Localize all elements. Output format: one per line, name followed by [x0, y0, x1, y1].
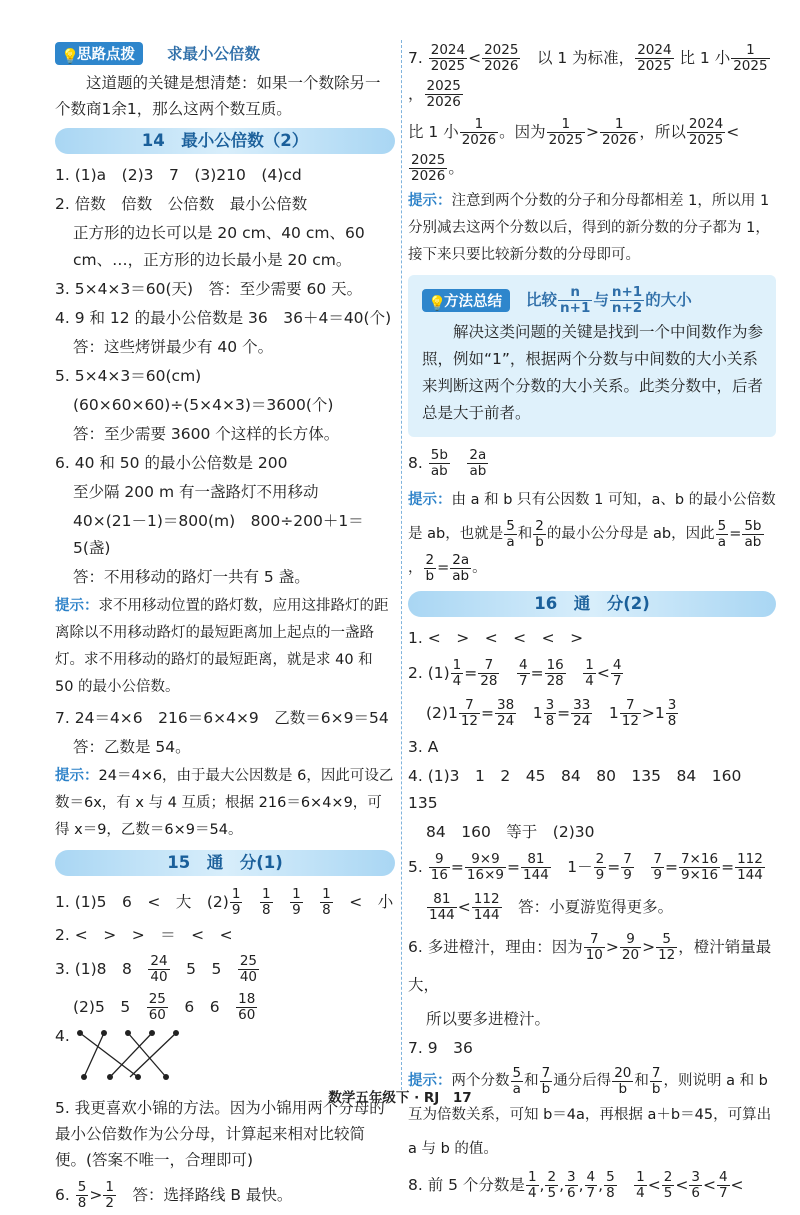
fraction: $\frac{2024}{2025}$ — [637, 42, 672, 74]
fraction: $\frac{2024}{2025}$ — [688, 116, 724, 148]
method-title-a: 比较 — [526, 290, 558, 309]
fraction: $\frac{9\times 9}{16\times 9}$ — [466, 851, 505, 883]
method-title — [526, 285, 692, 316]
left-column — [55, 40, 395, 1215]
fraction: $\frac{n}{n+1}$ — [560, 283, 591, 316]
q7r-tip-c: ，则说明 a 和 b 互为倍数关系，可知 b＝4a，再根据 a＋b＝45，可算出 a 与 b 的值。 — [408, 1073, 772, 1157]
q14-6a: 6. 40 和 50 的最小公倍数是 200 — [55, 454, 288, 472]
fraction: $\frac{1}{2026}$ — [601, 116, 637, 148]
q8-tip-a: 由 a 和 b 只有公因数 1 可知，a、b 的最小公倍数是 ab，也就是 — [408, 492, 776, 542]
fraction: $\frac{2}{9}$ — [595, 851, 605, 883]
q15-6: 6. $\frac{5}{8}$ > $\frac{1}{2}$ 答：选择路线 B 最快。 — [55, 1179, 293, 1211]
q8-tip-b: 的最小公分母是 ab，因此 — [546, 526, 715, 542]
q14-5b: (60×60×60)÷(5×4×3)＝3600(个) — [73, 396, 334, 414]
q5-answer: 答：小夏游览得更多。 — [518, 898, 674, 916]
fraction: $\frac{2}{5}$ — [663, 1169, 673, 1201]
fraction: $\frac{4}{7}$ — [718, 1169, 728, 1201]
tip-label: 提示： — [55, 598, 99, 614]
q7-prefix: 7. — [408, 49, 423, 67]
q14-7b: 答：乙数是 54。 — [73, 738, 191, 756]
r-q7-line1: 7. $\frac{2024}{2025}$ < $\frac{2025}{2026}$ 以 1 为标准， $\frac{2024}{2025}$ 比 1 小 $\frac{1}{2025}$ ， $\frac{2025}{2026}$ — [408, 42, 768, 110]
fraction: $\frac{33}{24}$ — [573, 697, 591, 729]
q14-2a: 2. 倍数 倍数 公倍数 最小公倍数 — [55, 195, 308, 213]
q15-4-label: 4. — [55, 1027, 70, 1045]
tip-title: 求最小公倍数 — [167, 45, 261, 63]
fraction: $\frac{1}{4}$ — [452, 657, 462, 689]
r16-q4a: 4. (1)3 1 2 45 84 80 135 84 160 135 — [408, 767, 757, 812]
q15-6-suffix: 答：选择路线 B 最快。 — [132, 1186, 293, 1204]
fraction: $\frac{5b}{ab}$ — [430, 447, 448, 479]
method-title-b: 与 — [593, 290, 609, 309]
q15-4 — [55, 1027, 395, 1087]
q15-3a-prefix: 3. (1)8 8 — [55, 960, 132, 978]
q14-5c: 答：至少需要 3600 个这样的长方体。 — [73, 425, 340, 443]
section-14-title: 14 最小公倍数（2） — [55, 128, 395, 154]
fraction: $\frac{5}{12}$ — [658, 931, 676, 963]
q7-line2-c: ，所以 — [639, 123, 686, 141]
method-title-c: 的大小 — [645, 290, 692, 309]
fraction: $\frac{1}{9}$ — [292, 886, 301, 918]
matching-lines-diagram — [70, 1027, 190, 1083]
q14-7-tip — [55, 763, 395, 844]
fraction: $\frac{2025}{2026}$ — [484, 42, 519, 74]
fraction: $\frac{112}{144}$ — [473, 891, 500, 923]
q15-2: 2. < > > ＝ < < — [55, 926, 233, 944]
tip-body: 求不用移动位置的路灯数，应用这排路灯的距离除以不用移动路灯的最短距离加上起点的一盏路灯。求不用移动的路灯的最短距离，就是求 40 和 50 的最小公倍数。 — [55, 598, 389, 695]
fraction: $\frac{2}{b}$ — [535, 517, 544, 550]
tip-label: 提示： — [55, 768, 99, 784]
q14-7a: 7. 24＝4×6 216＝6×4×9 乙数＝6×9＝54 — [55, 709, 389, 727]
q14-6b: 至少隔 200 m 有一盏路灯不用移动 — [73, 483, 319, 501]
fraction: $\frac{5}{8}$ — [77, 1179, 87, 1211]
fraction: $\frac{5}{a}$ — [512, 1064, 522, 1097]
fraction: $\frac{4}{7}$ — [612, 657, 622, 689]
fraction: $\frac{5}{a}$ — [717, 517, 727, 550]
method-badge — [422, 289, 510, 312]
fraction: $\frac{7}{9}$ — [653, 851, 662, 883]
tip-label: 提示： — [408, 492, 452, 508]
fraction: $\frac{2025}{2026}$ — [411, 152, 446, 184]
fraction: $\frac{18}{60}$ — [238, 991, 256, 1023]
q14-6d: 答：不用移动的路灯一共有 5 盏。 — [73, 568, 310, 586]
r16-q1: 1. < > < < < > — [408, 629, 584, 647]
q2b-prefix: (2)1 — [426, 704, 458, 722]
fraction: $\frac{2025}{2026}$ — [426, 78, 461, 110]
q7r-tip-a: 两个分数 — [451, 1073, 510, 1089]
q7-line2-a: 比 1 小 — [408, 123, 459, 141]
r16-q5a: 5. $\frac{9}{16}$ = $\frac{9\times 9}{16\times 9}$ = $\frac{81}{144}$ 1－ $\frac{2}{9}$ = $\frac{7}{9}$ $\frac{7}{9}$ = $\frac{7\times 16}{9\times 16}$ = $\frac{112}{144}$ — [408, 851, 763, 883]
fraction: $\frac{7}{9}$ — [623, 851, 632, 883]
fraction: $\frac{7}{b}$ — [651, 1064, 661, 1097]
fraction: $\frac{5}{a}$ — [506, 517, 515, 550]
column-divider — [401, 40, 402, 1090]
tip-label: 提示： — [408, 193, 452, 209]
fraction: $\frac{2}{5}$ — [547, 1169, 557, 1201]
fraction: $\frac{1}{2026}$ — [461, 116, 497, 148]
fraction: $\frac{1}{8}$ — [322, 886, 331, 918]
fraction: $\frac{25}{40}$ — [239, 953, 258, 985]
q15-3b-prefix: (2)5 5 — [73, 998, 131, 1016]
q7-mid1: 以 1 为标准， — [536, 49, 635, 67]
fraction: $\frac{2a}{ab}$ — [469, 447, 487, 479]
q8-prefix: 8. — [408, 454, 423, 472]
fraction: $\frac{1}{4}$ — [636, 1169, 645, 1201]
r16-q7-tip: 提示：两个分数 $\frac{5}{a}$ 和 $\frac{7}{b}$ 通分后得 $\frac{20}{b}$ 和 $\frac{7}{b}$ ，则说明 a 和 b 互为倍数关系，可知 b＝4a，再根据 a＋b＝45，可算出 a 与 b 的值。 — [408, 1064, 772, 1157]
r-q7-tip — [408, 188, 776, 269]
q15-1-prefix: 1. (1)5 6 < 大 (2) — [55, 893, 229, 911]
fraction: $\frac{7}{12}$ — [460, 697, 479, 729]
fraction: $\frac{3}{8}$ — [545, 697, 555, 729]
fraction: $\frac{5}{8}$ — [606, 1169, 615, 1201]
tip-text: 这道题的关键是想清楚：如果一个数除另一个数商1余1，那么这两个数互质。 — [55, 74, 381, 118]
fraction: $\frac{7}{b}$ — [541, 1064, 551, 1097]
fraction: $\frac{1}{2025}$ — [548, 116, 583, 148]
q15-5: 5. 我更喜欢小锦的方法。因为小锦用两个分母的最小公倍数作为公分母，计算起来相对比较简便。(答案不唯一，合理即可) — [55, 1099, 385, 1169]
q14-2b: 正方形的边长可以是 20 cm、40 cm、60 cm、…，正方形的边长最小是 20 cm。 — [73, 224, 365, 269]
fraction: $\frac{38}{24}$ — [497, 697, 515, 729]
fraction: $\frac{24}{40}$ — [150, 953, 168, 985]
r16-q6b: 所以要多进橙汁。 — [426, 1010, 551, 1028]
fraction: $\frac{81}{144}$ — [523, 851, 549, 883]
fraction: $\frac{1}{4}$ — [585, 657, 594, 689]
tip-box — [55, 42, 395, 122]
fraction: $\frac{1}{9}$ — [231, 886, 241, 918]
q14-6c: 40×(21－1)＝800(m) 800÷200＋1＝5(盏) — [73, 512, 364, 557]
fraction: $\frac{3}{6}$ — [567, 1169, 576, 1201]
fraction: $\frac{9}{20}$ — [621, 931, 640, 963]
fraction: $\frac{1}{2025}$ — [733, 42, 768, 74]
fraction: $\frac{1}{2}$ — [105, 1179, 114, 1211]
r16-q7: 7. 9 36 — [408, 1039, 473, 1057]
r16-q3: 3. A — [408, 738, 439, 756]
lightbulb-icon: 💡 — [61, 48, 80, 65]
fraction: $\frac{7}{28}$ — [480, 657, 498, 689]
tip-body: 24＝4×6，由于最大公因数是 6，因此可设乙数＝6x，有 x 与 4 互质；根据 216＝6×4×9，可得 x＝9，乙数＝6×9＝54。 — [55, 768, 394, 838]
q6a-text: 6. 多进橙汁，理由：因为 — [408, 938, 583, 956]
fraction: $\frac{4}{7}$ — [586, 1169, 596, 1201]
q2a-prefix: 2. (1) — [408, 664, 450, 682]
fraction: $\frac{7}{10}$ — [585, 931, 603, 963]
tip-badge-label: 思路点拨 — [77, 46, 135, 63]
fraction: $\frac{2a}{ab}$ — [452, 551, 470, 584]
fraction: $\frac{16}{28}$ — [546, 657, 564, 689]
q15-3a: 3. (1)8 8 $\frac{24}{40}$ 5 5 $\frac{25}{40}$ — [55, 953, 258, 985]
section-15-title: 15 通 分(1) — [55, 850, 395, 876]
q14-4a: 4. 9 和 12 的最小公倍数是 36 36＋4＝40(个) — [55, 309, 392, 327]
q8-line: 8. 前 5 个分数是 — [408, 1176, 525, 1194]
fraction: $\frac{2}{b}$ — [425, 551, 435, 584]
q14-3: 3. 5×4×3＝60(天) 答：至少需要 60 天。 — [55, 280, 363, 298]
method-text: 解决这类问题的关键是找到一个中间数作为参照，例如“1”，根据两个分数与中间数的大小关系来判断这两个分数的大小关系。此类分数中，后者总是大于前者。 — [422, 323, 764, 422]
fraction: $\frac{112}{144}$ — [737, 851, 763, 883]
r16-q8: 8. 前 5 个分数是 $\frac{1}{4}$ , $\frac{2}{5}$ , $\frac{3}{6}$ , $\frac{4}{7}$ , $\frac{5}{8}$ $\frac{1}{4}$ < $\frac{2}{5}$ < $\frac{3}{6}$ < $\frac{4}{7}$ < — [408, 1169, 744, 1201]
q15-6-prefix: 6. — [55, 1186, 70, 1204]
q14-1: 1. (1)a (2)3 7 (3)210 (4)cd — [55, 166, 302, 184]
r-q8 — [408, 445, 776, 481]
q15-1 — [55, 884, 395, 920]
fraction: $\frac{7\times 16}{9\times 16}$ — [680, 851, 719, 883]
q5-prefix: 5. — [408, 858, 423, 876]
r16-q6a: 6. 多进橙汁，理由：因为 $\frac{7}{10}$ > $\frac{9}{20}$ > $\frac{5}{12}$ ，橙汁销量最大， — [408, 931, 772, 994]
q14-4b: 答：这些烤饼最少有 40 个。 — [73, 338, 274, 356]
fraction: $\frac{1}{4}$ — [527, 1169, 537, 1201]
right-column — [408, 40, 776, 1206]
fraction: $\frac{4}{7}$ — [518, 657, 528, 689]
tip-badge — [55, 42, 143, 65]
q15-3b: (2)5 5 $\frac{25}{60}$ 6 6 $\frac{18}{60}$ — [73, 991, 256, 1023]
method-badge-label: 方法总结 — [444, 293, 502, 310]
q14-5a: 5. 5×4×3＝60(cm) — [55, 367, 202, 385]
q7-line2-b: 。因为 — [499, 123, 546, 141]
q14-6-tip — [55, 593, 395, 701]
q15-1-suffix: < 小 — [349, 893, 394, 911]
fraction: $\frac{2024}{2025}$ — [430, 42, 466, 74]
page-footer: 数学五年级下 · RJ 17 — [328, 1090, 472, 1106]
fraction: $\frac{81}{144}$ — [429, 891, 455, 923]
tip-body: 注意到两个分数的分子和分母都相差 1，所以用 1 分别减去这两个分数以后，得到的新分数的分子都为 1，接下来只要比较新分数的分母即可。 — [408, 193, 770, 263]
q7-mid2: 比 1 小 — [679, 49, 731, 67]
tip-label: 提示： — [408, 1073, 452, 1089]
fraction: $\frac{20}{b}$ — [614, 1064, 632, 1097]
q6a-tail: ，橙汁销量最大， — [408, 938, 772, 994]
fraction: $\frac{3}{8}$ — [667, 697, 677, 729]
fraction: $\frac{9}{16}$ — [430, 851, 448, 883]
fraction: $\frac{3}{6}$ — [691, 1169, 700, 1201]
fraction: $\frac{5b}{ab}$ — [744, 517, 762, 550]
fraction: $\frac{7}{12}$ — [621, 697, 639, 729]
r16-q5b: $\frac{81}{144}$ < $\frac{112}{144}$ 答：小夏游览得更多。 — [429, 891, 674, 923]
r-q7-line2: 比 1 小 $\frac{1}{2026}$ 。因为 $\frac{1}{2025}$ > $\frac{1}{2026}$ ，所以 $\frac{2024}{2025}$ < $\frac{2025}{2026}$ 。 — [408, 116, 740, 184]
fraction: $\frac{1}{8}$ — [261, 886, 271, 918]
lightbulb-icon: 💡 — [428, 295, 447, 312]
r16-q2a: 2. (1) $\frac{1}{4}$ = $\frac{7}{28}$ $\frac{4}{7}$ = $\frac{16}{28}$ $\frac{1}{4}$ < $\frac{4}{7}$ — [408, 657, 622, 689]
q7r-tip-b: 通分后得 — [553, 1073, 612, 1089]
method-header — [422, 281, 766, 319]
r16-q2b: (2)1 $\frac{7}{12}$ = $\frac{38}{24}$ 1 $\frac{3}{8}$ = $\frac{33}{24}$ 1 $\frac{7}{12}$ >1 $\frac{3}{8}$ — [426, 697, 677, 729]
fraction: $\frac{25}{60}$ — [148, 991, 166, 1023]
method-summary-box — [408, 275, 776, 437]
fraction: $\frac{n+1}{n+2}$ — [611, 283, 643, 316]
r-q8-tip: 提示：由 a 和 b 只有公因数 1 可知，a、b 的最小公倍数是 ab，也就是 $\frac{5}{a}$ 和 $\frac{2}{b}$ 的最小公分母是 ab，因此 $\frac{5}{a}$ = $\frac{5b}{ab}$ ， $\frac{2}{b}$ = $\frac{2a}{ab}$ 。 — [408, 492, 776, 584]
r16-q4b: 84 160 等于 (2)30 — [426, 823, 595, 841]
section-16-title: 16 通 分(2) — [408, 591, 776, 617]
